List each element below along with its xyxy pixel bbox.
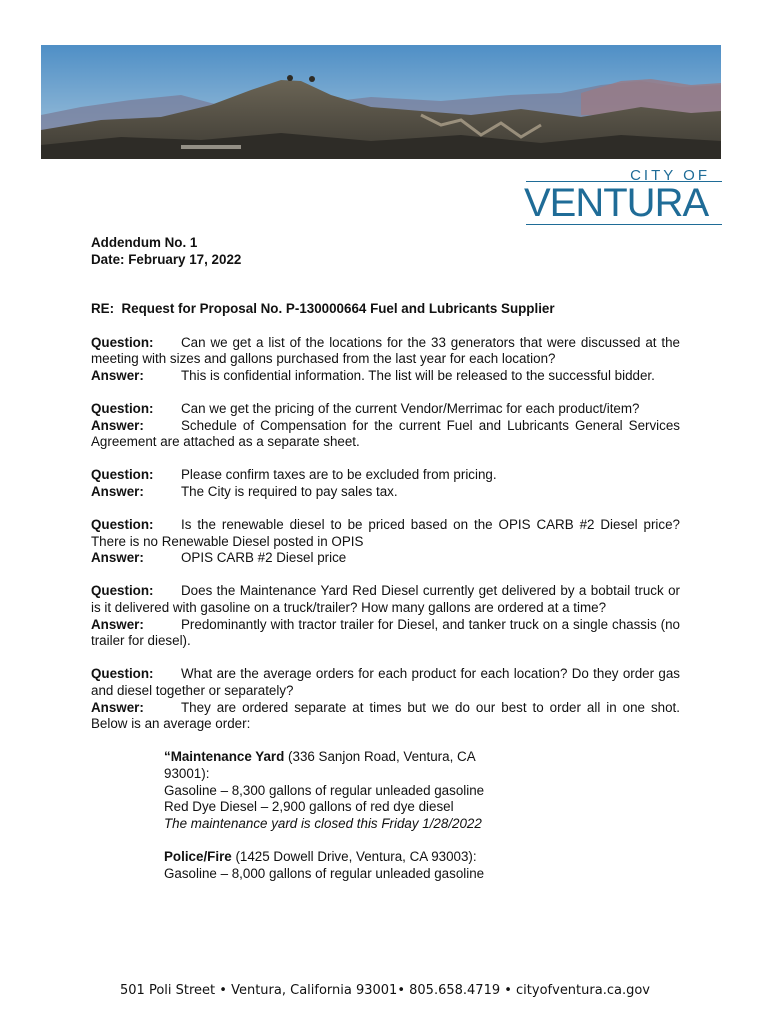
question xyxy=(91,666,680,699)
addendum-number: Addendum No. 1 xyxy=(91,235,198,250)
order-line-gasoline: Gasoline – 8,000 gallons of regular unleaded gasoline xyxy=(164,865,485,881)
question xyxy=(91,401,680,418)
re-line: RE: Request for Proposal No. P-130000664 Fuel and Lubricants Supplier xyxy=(91,301,555,317)
location-address: (1425 Dowell Drive, Ventura, CA 93003): xyxy=(231,848,477,864)
city-of-ventura-logo xyxy=(524,167,722,229)
answer-text: Predominantly with tractor trailer for Diesel, and tanker truck on a single chassis (no trailer for diesel). xyxy=(91,616,680,649)
answer-text: The City is required to pay sales tax. xyxy=(181,483,398,499)
question-label: Question: xyxy=(91,400,154,416)
question xyxy=(91,335,680,368)
question xyxy=(91,517,680,550)
answer-label: Answer: xyxy=(91,483,144,499)
location-name: “Maintenance Yard xyxy=(164,749,285,765)
order-maintenance-yard xyxy=(164,749,504,832)
qa-item xyxy=(91,583,680,649)
answer xyxy=(91,368,680,385)
qa-item xyxy=(91,517,680,567)
location-address: (336 Sanjon Road, Ventura, CA 93001): xyxy=(164,749,475,781)
logo-city-of-text: CITY OF xyxy=(630,167,710,184)
question-label: Question: xyxy=(91,666,154,682)
footer-address: 501 Poli Street • Ventura, California 93001• 805.658.4719 • cityofventura.ca.gov xyxy=(120,983,650,998)
answer-text: This is confidential information. The list will be released to the successful bidder. xyxy=(181,367,655,383)
answer-text: They are ordered separate at times but we do our best to order all in one shot. Below is an average order: xyxy=(91,699,680,732)
order-line-diesel: Red Dye Diesel – 2,900 gallons of red dye diesel xyxy=(164,799,454,815)
qa-item xyxy=(91,467,680,500)
logo-ventura-wordmark: VENTURA xyxy=(524,181,709,225)
answer xyxy=(91,484,680,501)
addendum-date: Date: February 17, 2022 xyxy=(91,251,242,267)
order-line-gasoline: Gasoline – 8,300 gallons of regular unleaded gasoline xyxy=(164,782,485,798)
answer-label: Answer: xyxy=(91,367,144,383)
qa-item xyxy=(91,335,680,385)
question-label: Question: xyxy=(91,517,154,533)
question-text: Is the renewable diesel to be priced based on the OPIS CARB #2 Diesel price? There is no Renewable Diesel posted in OPIS xyxy=(91,517,680,549)
answer xyxy=(91,700,680,733)
qa-item xyxy=(91,401,680,451)
question-text: Please confirm taxes are to be excluded from pricing. xyxy=(181,467,497,483)
question-label: Question: xyxy=(91,583,154,599)
answer xyxy=(91,550,680,567)
question xyxy=(91,467,680,484)
question-label: Question: xyxy=(91,334,154,350)
answer xyxy=(91,617,680,650)
order-police-fire xyxy=(164,849,504,882)
question-text: Can we get a list of the locations for the 33 generators that were discussed at the meeting with sizes and gallons purchased from the last year for each location? xyxy=(91,334,680,367)
closure-note: The maintenance yard is closed this Friday 1/28/2022 xyxy=(164,815,482,831)
answer-text: Schedule of Compensation for the current Fuel and Lubricants General Services Agreement are attached as a separate sheet. xyxy=(91,417,680,450)
question-label: Question: xyxy=(91,467,154,483)
location-name: Police/Fire xyxy=(164,848,232,864)
question-text: Can we get the pricing of the current Vendor/Merrimac for each product/item? xyxy=(181,400,640,416)
document-body xyxy=(91,235,680,882)
answer-label: Answer: xyxy=(91,417,144,433)
question xyxy=(91,583,680,616)
mountain-banner-image xyxy=(41,45,721,159)
question-text: What are the average orders for each product for each location? Do they order gas and diesel together or separately? xyxy=(91,666,680,699)
answer-text: OPIS CARB #2 Diesel price xyxy=(181,550,347,566)
answer-label: Answer: xyxy=(91,616,144,632)
answer xyxy=(91,418,680,451)
qa-item xyxy=(91,666,680,732)
question-text: Does the Maintenance Yard Red Diesel currently get delivered by a bobtail truck or is it delivered with gasoline on a truck/trailer? How many gallons are ordered at a time? xyxy=(91,583,680,616)
answer-label: Answer: xyxy=(91,550,144,566)
answer-label: Answer: xyxy=(91,699,144,715)
logo-bottom-rule xyxy=(526,224,722,225)
